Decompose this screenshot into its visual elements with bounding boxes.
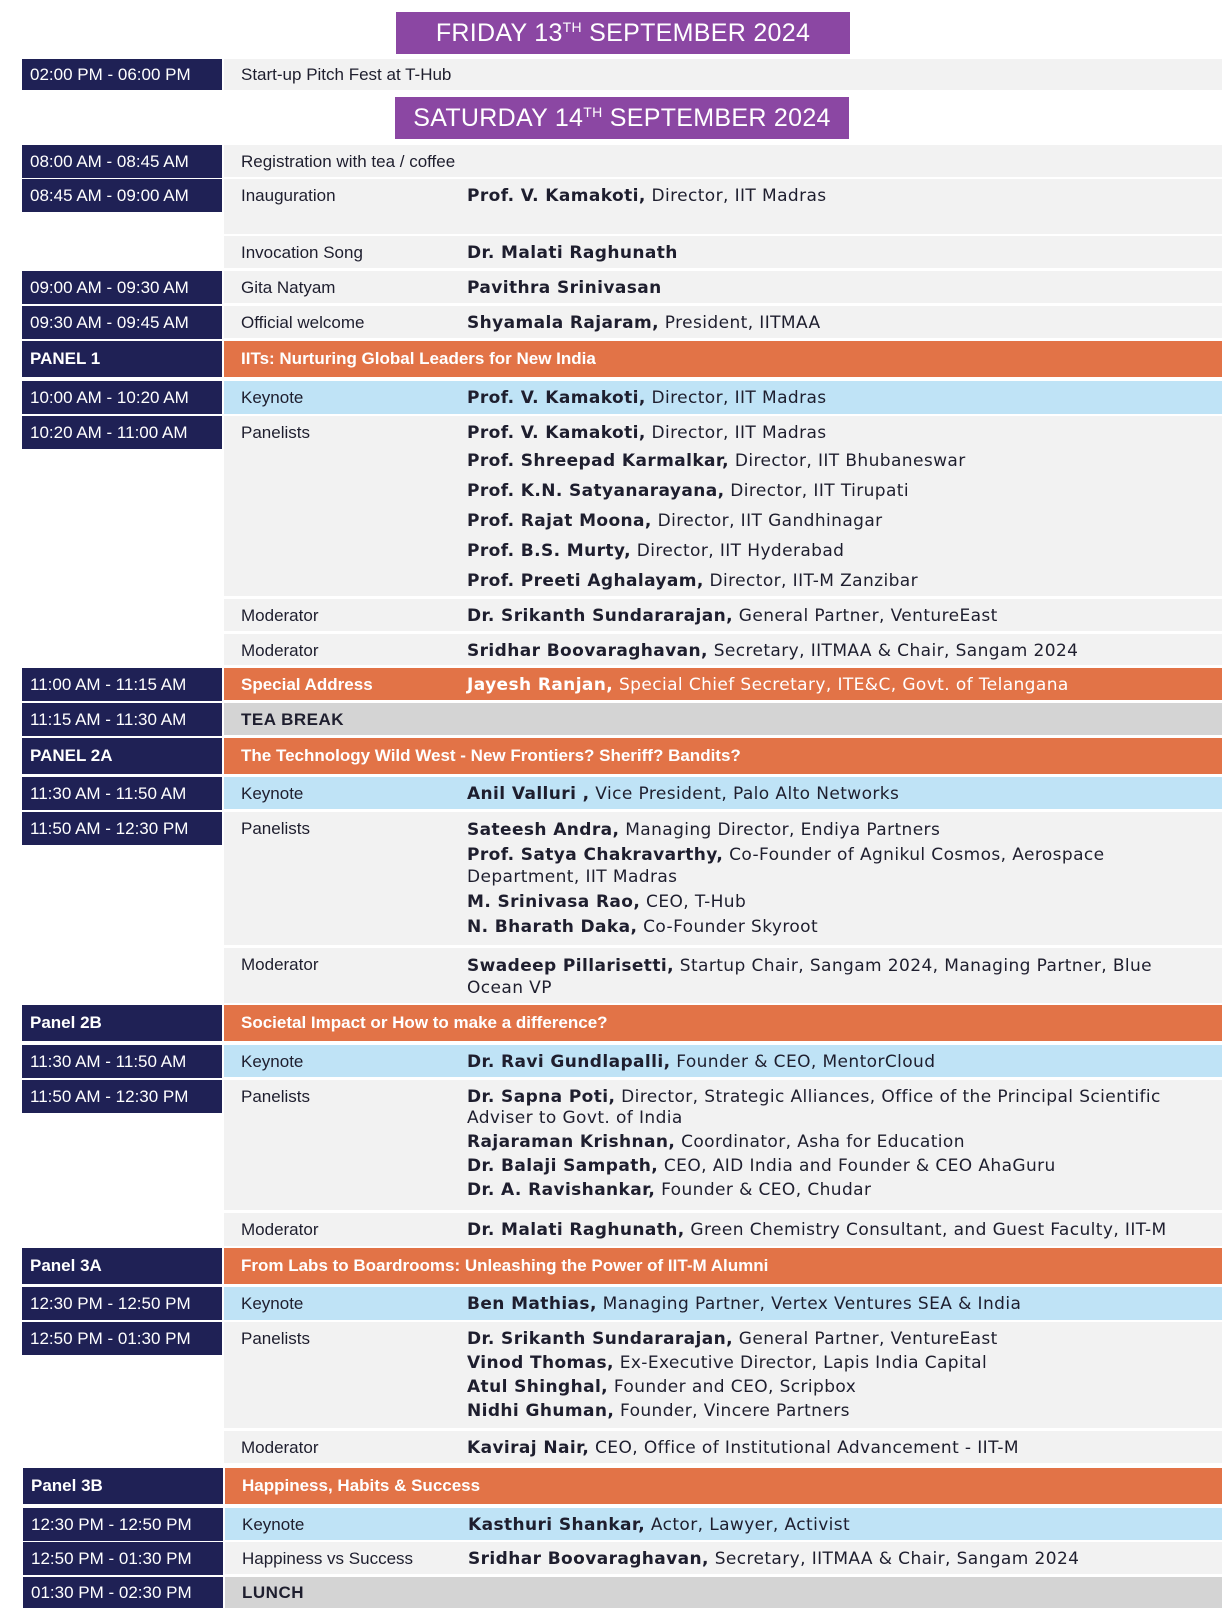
speaker-name: Nidhi Ghuman, [467,1401,615,1421]
panelist [467,1401,1197,1422]
speaker-name: Sridhar Boovaraghavan, [467,641,708,661]
speaker-name: Prof. V. Kamakoti, [467,423,646,443]
moderator-row [224,1213,1222,1246]
moderator-row [224,948,1222,1003]
break-label: TEA BREAK [241,710,345,729]
speaker-name: Prof. B.S. Murty, [467,541,631,561]
speaker [467,186,1197,206]
session-label: Panelists [241,819,310,838]
speaker-name: Dr. Srikanth Sundararajan, [467,1329,733,1349]
panelists-row [224,416,1222,596]
time-slot: 12:50 PM - 01:30 PM [22,1322,222,1355]
speaker-name: Dr. Srikanth Sundararajan, [467,606,733,626]
session-label: Keynote [241,1294,304,1313]
time-slot: 12:50 PM - 01:30 PM [23,1542,223,1575]
panel-title: IITs: Nurturing Global Leaders for New India [241,349,596,368]
panelist [467,423,1197,443]
speaker-designation: Founder and CEO, Scripbox [608,1377,857,1397]
time-slot: 10:20 AM - 11:00 AM [22,416,222,449]
speaker-designation: Vice President, Palo Alto Networks [589,784,900,804]
panel-tag: Panel 3B [23,1468,223,1504]
panelist [467,819,1197,841]
speaker-designation: Founder, Vincere Partners [614,1401,850,1421]
speaker-name: Dr. Balaji Sampath, [467,1156,659,1176]
panel-title-row [224,341,1222,377]
speaker-name: Ben Mathias, [467,1294,597,1314]
panel-title: The Technology Wild West - New Frontiers? Sheriff? Bandits? [241,746,741,765]
speaker-name: Prof. Rajat Moona, [467,511,652,531]
speaker [467,606,1197,626]
speaker-name: Rajaraman Krishnan, [467,1132,676,1152]
speaker-designation: Director, IIT Hyderabad [630,541,845,561]
session-label: Panelists [241,1087,310,1106]
session-label: Registration with tea / coffee [241,152,456,171]
keynote-row [224,381,1222,414]
speaker-name: Dr. Sapna Poti, [467,1087,616,1107]
speaker-designation: General Partner, VentureEast [733,1329,998,1349]
session-label: Moderator [241,1220,319,1239]
panelist [467,481,1197,501]
time-slot: 11:15 AM - 11:30 AM [22,703,222,736]
speaker-name: Prof. Satya Chakravarthy, [467,845,724,865]
time-slot: 10:00 AM - 10:20 AM [22,381,222,414]
panel-tag: PANEL 1 [22,341,222,377]
speaker-designation: Managing Partner, Vertex Ventures SEA & India [596,1294,1022,1314]
session-label: Moderator [241,1438,319,1457]
panelist [467,1329,1197,1350]
panelist [467,541,1197,561]
moderator-row [224,634,1222,665]
panelist [467,1377,1197,1398]
time-slot: 02:00 PM - 06:00 PM [22,59,222,90]
panelists-row [224,1322,1222,1428]
keynote-row [224,1045,1222,1077]
keynote-row [224,777,1222,809]
speaker-designation: CEO, AID India and Founder & CEO AhaGuru [658,1156,1056,1176]
session-label: Happiness vs Success [242,1549,414,1568]
panel-title-row [224,738,1222,774]
speaker [467,675,1197,695]
speaker [467,1220,1197,1240]
speaker-name: Prof. Preeti Aghalayam, [467,571,704,591]
session-label: Invocation Song [241,243,363,262]
time-slot: 12:30 PM - 12:50 PM [22,1287,222,1320]
time-slot: 11:30 AM - 11:50 AM [22,777,222,810]
speaker [467,388,1197,408]
session-label: Moderator [241,641,319,660]
speaker-name: Prof. V. Kamakoti, [467,186,646,206]
speaker [468,1515,1198,1535]
speaker-designation: CEO, Office of Institutional Advancement - IIT-M [589,1438,1019,1458]
speaker [467,1052,1197,1072]
speaker-designation: Actor, Lawyer, Activist [645,1515,851,1535]
panelist [467,451,1197,471]
session-label: Moderator [241,606,319,625]
speaker-designation: Co-Founder Skyroot [637,917,819,937]
time-slot: 11:00 AM - 11:15 AM [22,668,222,701]
speaker-designation: Director, IIT Madras [645,423,827,443]
panelist [467,916,1197,938]
speaker-designation: Director, IIT Madras [645,186,827,206]
speaker-name: Sridhar Boovaraghavan, [468,1549,709,1569]
session-row [224,271,1222,303]
speaker-name: Prof. V. Kamakoti, [467,388,646,408]
time-slot: 11:50 AM - 12:30 PM [22,1080,222,1113]
speaker [467,784,1197,804]
speaker [467,243,1197,263]
speaker-name: Atul Shinghal, [467,1377,609,1397]
session-label: Special Address [241,675,373,694]
special-address-row [224,668,1222,700]
session-label: Panelists [241,1329,310,1348]
speaker-designation: Founder & CEO, MentorCloud [670,1052,936,1072]
session-label: Gita Natyam [241,278,336,297]
session-label: Keynote [242,1515,305,1534]
speaker-designation: Secretary, IITMAA & Chair, Sangam 2024 [707,641,1079,661]
speaker-designation: Ex-Executive Director, Lapis India Capital [613,1353,988,1373]
speaker-name: Dr. Malati Raghunath, [467,1220,685,1240]
session-label: Keynote [241,784,304,803]
speaker-designation: Special Chief Secretary, ITE&C, Govt. of Telangana [613,675,1069,695]
speaker-designation: Co-Founder of Agnikul Cosmos, Aerospace Department, IIT Madras [467,845,1105,887]
speaker [467,1438,1197,1458]
day-banner-sup: TH [583,104,603,120]
time-slot: 08:00 AM - 08:45 AM [22,145,222,178]
session-label: Panelists [241,423,310,442]
panelists-row [224,1080,1222,1210]
speaker [467,313,1197,333]
break-label: LUNCH [242,1583,304,1602]
speaker-name: Dr. Ravi Gundlapalli, [467,1052,671,1072]
speaker [468,1549,1198,1569]
speaker-designation: Director, IIT-M Zanzibar [703,571,918,591]
panel-title: Happiness, Habits & Success [242,1476,481,1495]
break-row [224,703,1222,735]
speaker-name: M. Srinivasa Rao, [467,892,641,912]
moderator-row [224,599,1222,631]
panelist [467,511,1197,531]
panel-title: From Labs to Boardrooms: Unleashing the Power of IIT-M Alumni [241,1256,769,1275]
panel-title-row [225,1468,1222,1504]
session-row [224,306,1222,338]
break-row [225,1577,1222,1608]
day-banner-sup: TH [562,19,582,35]
speaker-designation: Managing Director, Endiya Partners [619,820,941,840]
speaker-designation: Secretary, IITMAA & Chair, Sangam 2024 [708,1549,1080,1569]
speaker-designation: Founder & CEO, Chudar [655,1180,872,1200]
panel-title-row [224,1248,1222,1284]
time-slot: 09:30 AM - 09:45 AM [22,306,222,339]
time-slot: 09:00 AM - 09:30 AM [22,271,222,304]
panelist [467,1353,1197,1374]
panelist [467,891,1197,913]
session-row [224,59,1222,90]
speaker-name: Kasthuri Shankar, [468,1515,646,1535]
time-slot: 12:30 PM - 12:50 PM [23,1508,223,1541]
speaker-designation: Director, IIT Madras [645,388,827,408]
day-banner-text: SEPTEMBER 2024 [602,104,831,132]
speaker-name: Jayesh Ranjan, [467,675,614,695]
speaker [467,278,1197,298]
speaker [467,1294,1197,1314]
panelist-list [467,1087,1197,1204]
speaker-name: Anil Valluri , [467,784,590,804]
speaker-designation: Director, IIT Tirupati [724,481,909,501]
panelist-list [467,819,1197,941]
speaker-name: Pavithra Srinivasan [467,278,662,298]
day-banner-text: SATURDAY 14 [413,104,584,132]
panelist [467,844,1197,888]
panelist [467,1180,1197,1201]
panel-tag: Panel 2B [22,1005,222,1041]
day-banner-saturday [395,97,849,139]
panel-tag: PANEL 2A [22,738,222,774]
speaker-name: Vinod Thomas, [467,1353,614,1373]
speaker-designation: Director, Strategic Alliances, Office of the Principal Scientific Adviser to Govt. of India [467,1087,1161,1128]
panelist [467,1156,1197,1177]
panel-tag: Panel 3A [22,1248,222,1284]
session-label: Official welcome [241,313,365,332]
speaker-name: Shyamala Rajaram, [467,313,659,333]
speaker-designation: General Partner, VentureEast [733,606,998,626]
speaker [467,955,1197,999]
session-label: Keynote [241,388,304,407]
session-label: Start-up Pitch Fest at T-Hub [241,65,452,84]
session-label: Inauguration [241,186,336,205]
keynote-row [224,1287,1222,1320]
panelist [467,571,1197,591]
panelists-row [224,812,1222,945]
day-banner-text: SEPTEMBER 2024 [581,19,811,47]
session-label: Moderator [241,955,319,974]
speaker-designation: Director, IIT Gandhinagar [651,511,883,531]
panel-title-row [224,1005,1222,1041]
speaker [467,641,1197,661]
moderator-row [224,1431,1222,1463]
panel-title: Societal Impact or How to make a difference? [241,1013,608,1032]
speaker-designation: CEO, T-Hub [640,892,747,912]
keynote-row [225,1508,1222,1540]
speaker-name: Prof. Shreepad Karmalkar, [467,451,730,471]
speaker-name: Dr. Malati Raghunath [467,243,678,263]
panelist-list [467,423,1197,598]
speaker-name: Kaviraj Nair, [467,1438,590,1458]
time-slot: 11:30 AM - 11:50 AM [22,1045,222,1078]
session-row [224,236,1222,268]
day-banner-text: FRIDAY 13 [435,19,563,47]
speaker-name: Swadeep Pillarisetti, [467,956,674,976]
time-slot: 08:45 AM - 09:00 AM [22,179,222,212]
speaker-designation: President, IITMAA [659,313,821,333]
speaker-designation: Coordinator, Asha for Education [675,1132,965,1152]
time-slot: 11:50 AM - 12:30 PM [22,812,222,845]
session-row [224,179,1222,234]
time-slot: 01:30 PM - 02:30 PM [23,1577,223,1608]
speaker-name: Sateesh Andra, [467,820,620,840]
panelist [467,1087,1197,1129]
speaker-designation: Green Chemistry Consultant, and Guest Faculty, IIT-M [684,1220,1167,1240]
day-banner-friday [396,12,850,54]
speaker-designation: Director, IIT Bhubaneswar [729,451,966,471]
session-row [224,145,1222,177]
panelist [467,1132,1197,1153]
speaker-name: Dr. A. Ravishankar, [467,1180,656,1200]
speaker-designation: Startup Chair, Sangam 2024, Managing Partner, Blue Ocean VP [467,956,1153,998]
session-row [225,1542,1222,1574]
session-label: Keynote [241,1052,304,1071]
panelist-list [467,1329,1197,1425]
speaker-name: N. Bharath Daka, [467,917,638,937]
speaker-name: Prof. K.N. Satyanarayana, [467,481,725,501]
